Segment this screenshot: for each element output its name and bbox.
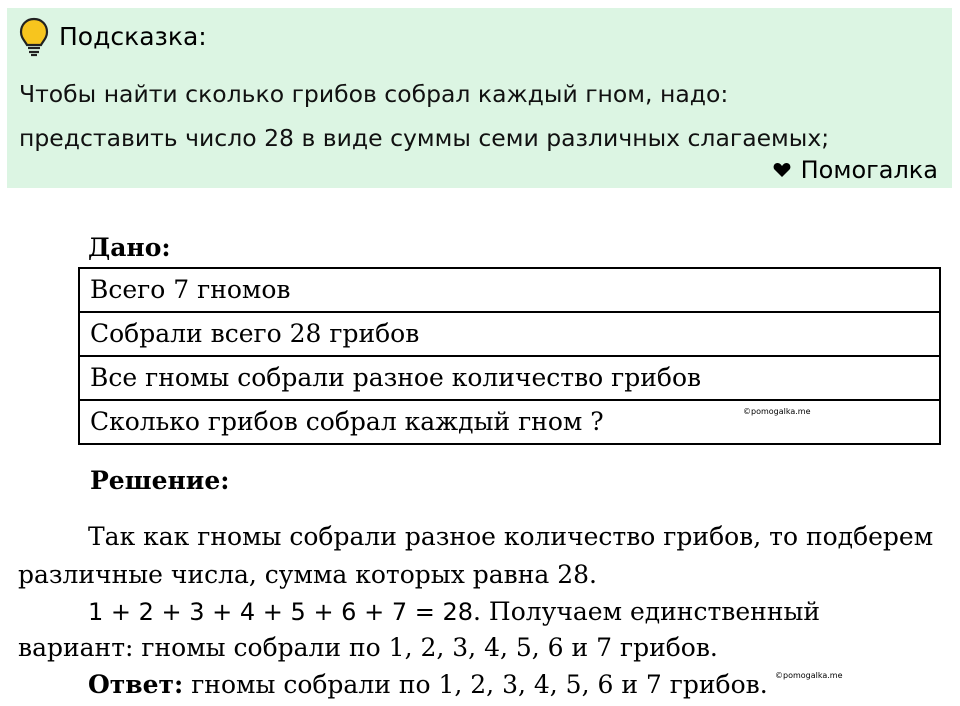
answer-line (88, 670, 768, 699)
given-row-text: Все гномы собрали разное количество грибов (90, 363, 702, 392)
given-row-text: Собрали всего 28 грибов (90, 319, 420, 348)
brand-link[interactable] (773, 156, 938, 184)
watermark: ©pomogalka.me (775, 671, 843, 680)
given-table (78, 267, 941, 445)
solution-text-line-1: Так как гномы собрали разное количество грибов, то подберем (88, 522, 934, 551)
solution-text-line-2: различные числа, сумма которых равна 28. (18, 560, 598, 589)
brand-name: Помогалка (800, 156, 938, 184)
solution-text-line-4: вариант: гномы собрали по 1, 2, 3, 4, 5, 6 и 7 грибов. (18, 633, 718, 662)
equation: 1 + 2 + 3 + 4 + 5 + 6 + 7 = 28 (88, 598, 473, 626)
lightbulb-icon (19, 17, 49, 57)
given-heading: Дано: (88, 233, 171, 262)
heart-icon (773, 162, 791, 178)
hint-box (7, 8, 952, 188)
answer-label: Ответ: (88, 670, 184, 699)
given-row (80, 357, 939, 401)
given-row (80, 401, 939, 443)
equation-continuation: . Получаем единственный (473, 597, 821, 626)
hint-title: Подсказка: (59, 22, 207, 51)
hint-text-line-1: Чтобы найти сколько грибов собрал каждый гном, надо: (19, 80, 729, 108)
solution-text-line-3 (88, 597, 820, 626)
solution-heading: Решение: (90, 466, 230, 495)
hint-text-line-2: представить число 28 в виде суммы семи различных слагаемых; (19, 124, 830, 152)
given-row-text: Всего 7 гномов (90, 275, 291, 304)
given-row-text: Сколько грибов собрал каждый гном ? (90, 407, 604, 436)
watermark: ©pomogalka.me (743, 407, 811, 416)
given-row (80, 269, 939, 313)
answer-text: гномы собрали по 1, 2, 3, 4, 5, 6 и 7 грибов. (183, 670, 768, 699)
given-row (80, 313, 939, 357)
